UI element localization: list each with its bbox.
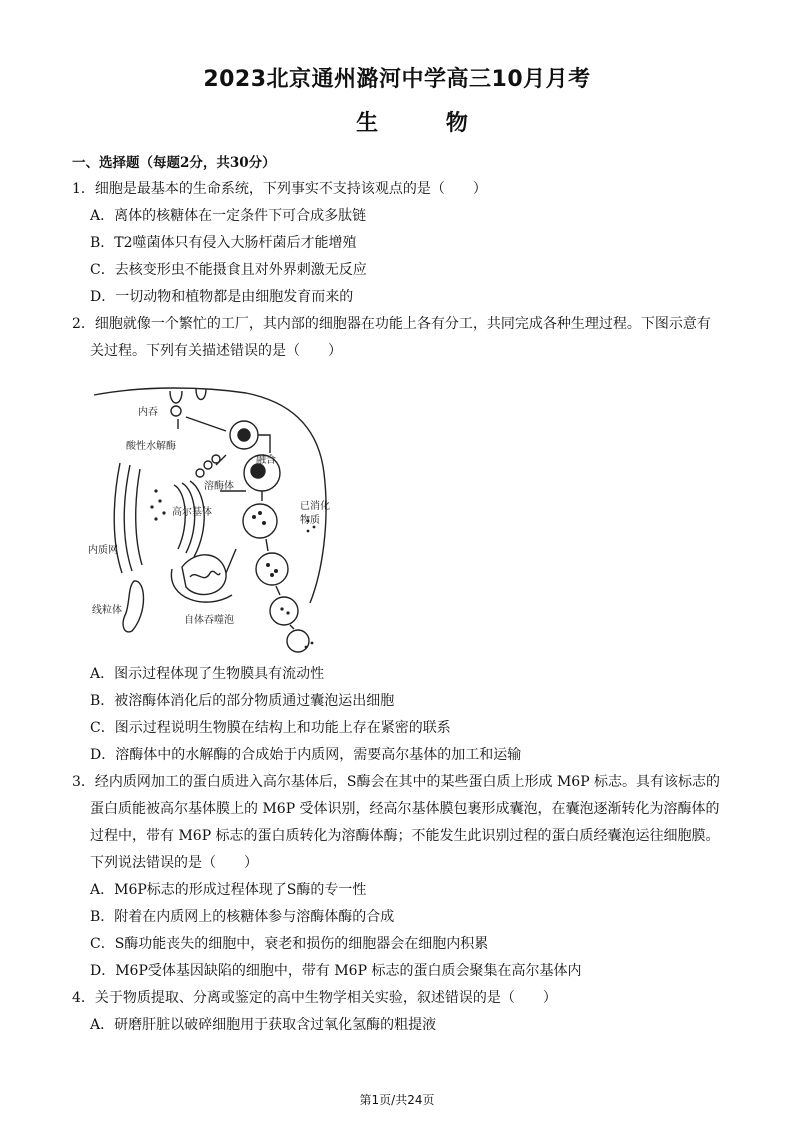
question-2-stem-line1: 2．细胞就像一个繁忙的工厂，其内部的细胞器在功能上各有分工，共同完成各种生理过程。下图示意有 bbox=[72, 316, 711, 332]
question-2-option-a: A．图示过程体现了生物膜具有流动性 bbox=[90, 666, 325, 682]
question-4-option-a: A．研磨肝脏以破碎细胞用于获取含过氧化氢酶的粗提液 bbox=[90, 1017, 437, 1033]
label-er: 内质网 bbox=[88, 545, 118, 556]
question-2-stem-line2: 关过程。下列有关描述错误的是（ ） bbox=[90, 343, 342, 359]
question-1-option-b: B．T2噬菌体只有侵入大肠杆菌后才能增殖 bbox=[90, 235, 357, 251]
label-acid-hydrolase: 酸性水解酶 bbox=[126, 441, 176, 452]
page-footer: 第1页/共24页 bbox=[359, 1093, 435, 1107]
question-3-option-a: A．M6P标志的形成过程体现了S酶的专一性 bbox=[90, 882, 367, 898]
question-3-option-d: D．M6P受体基因缺陷的细胞中，带有 M6P 标志的蛋白质会聚集在高尔基体内 bbox=[90, 963, 582, 979]
question-3-stem-line1: 3．经内质网加工的蛋白质进入高尔基体后，S酶会在其中的某些蛋白质上形成 M6P 标志。具有该标志的 bbox=[72, 774, 721, 790]
exam-content bbox=[72, 150, 732, 1039]
question-2-option-c: C．图示过程说明生物膜在结构上和功能上存在紧密的联系 bbox=[90, 720, 451, 736]
label-golgi: 高尔基体 bbox=[172, 507, 212, 518]
question-1-option-d: D．一切动物和植物都是由细胞发育而来的 bbox=[90, 289, 354, 305]
question-3-stem-line4: 下列说法错误的是（ ） bbox=[90, 855, 258, 871]
question-1-option-c: C．去核变形虫不能摄食且对外界刺激无反应 bbox=[90, 262, 367, 278]
question-3-option-c: C．S酶功能丧失的细胞中，衰老和损伤的细胞器会在细胞内积累 bbox=[90, 936, 489, 952]
question-1-option-a: A．离体的核糖体在一定条件下可合成多肽链 bbox=[90, 208, 367, 224]
label-mitochondria: 线粒体 bbox=[92, 605, 122, 616]
question-3-stem-line3: 过程中，带有 M6P 标志的蛋白质转化为溶酶体酶；不能发生此识别过程的蛋白质经囊泡运往细胞膜。 bbox=[90, 828, 720, 844]
question-1-stem: 1．细胞是最基本的生命系统，下列事实不支持该观点的是（ ） bbox=[72, 181, 487, 197]
label-material: 物质 bbox=[300, 515, 320, 526]
label-digested: 已消化 bbox=[300, 501, 330, 512]
question-4 bbox=[72, 985, 732, 1039]
label-fusion: 融合 bbox=[256, 455, 276, 466]
question-2 bbox=[72, 311, 732, 769]
label-lysosome: 溶酶体 bbox=[204, 481, 234, 492]
question-3-stem-line2: 蛋白质能被高尔基体膜上的 M6P 受体识别，经高尔基体膜包裹形成囊泡，在囊泡逐渐转化为溶酶体的 bbox=[90, 801, 720, 817]
section-heading: 一、选择题（每题2分，共30分） bbox=[72, 155, 276, 171]
label-autophagosome: 自体吞噬泡 bbox=[184, 615, 234, 626]
label-endocytosis: 内吞 bbox=[138, 407, 158, 418]
subject-title: 生 物 bbox=[356, 111, 498, 136]
exam-title: 2023北京通州潞河中学高三10月月考 bbox=[203, 67, 591, 92]
question-3 bbox=[72, 769, 732, 985]
question-2-option-b: B．被溶酶体消化后的部分物质通过囊泡运出细胞 bbox=[90, 693, 395, 709]
cell-diagram bbox=[86, 365, 732, 661]
question-1 bbox=[72, 176, 732, 311]
question-3-option-b: B．附着在内质网上的核糖体参与溶酶体酶的合成 bbox=[90, 909, 395, 925]
question-2-option-d: D．溶酶体中的水解酶的合成始于内质网，需要高尔基体的加工和运输 bbox=[90, 747, 522, 763]
question-4-stem: 4．关于物质提取、分离或鉴定的高中生物学相关实验，叙述错误的是（ ） bbox=[72, 990, 557, 1006]
